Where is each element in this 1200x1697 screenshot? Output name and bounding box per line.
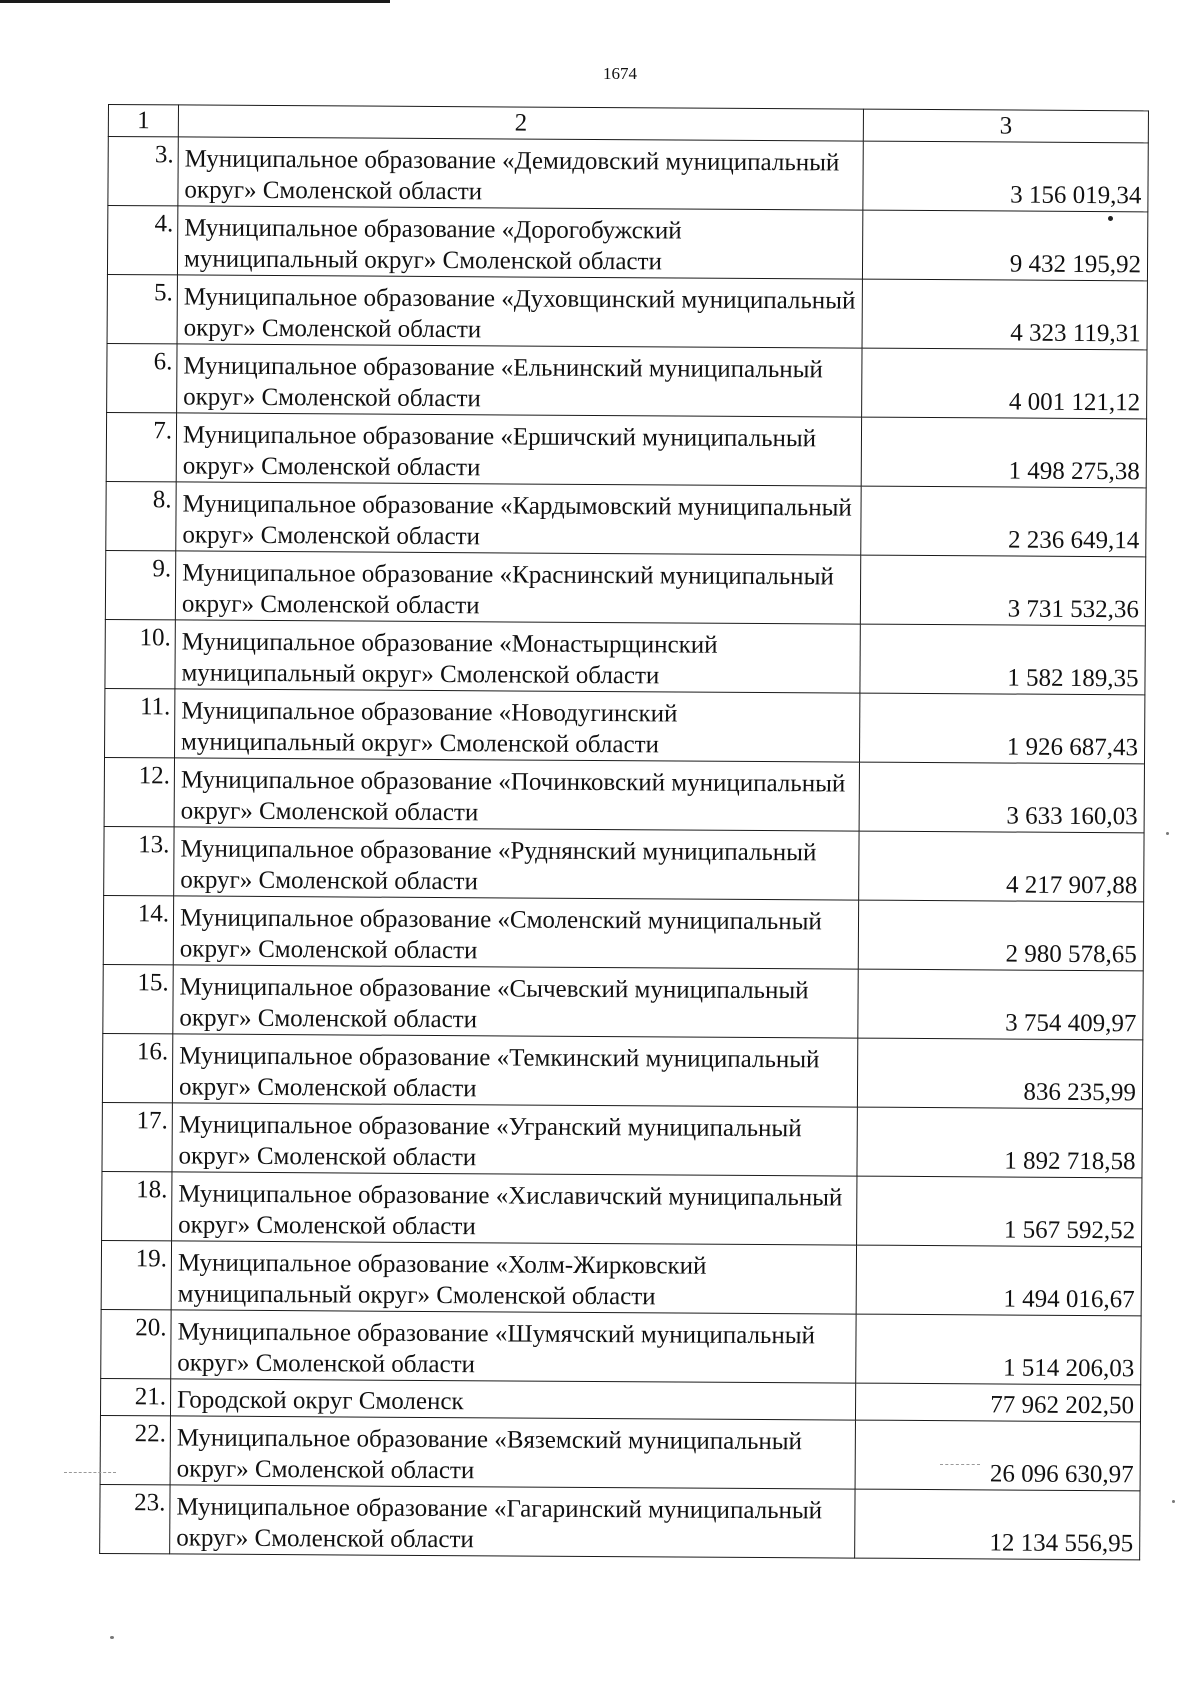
row-number: 11. <box>105 688 175 757</box>
scan-speck <box>1166 832 1169 835</box>
column-header-1: 1 <box>108 105 178 137</box>
municipality-name: Муниципальное образование «Хиславичский муниципальный округ» Смоленской области <box>172 1172 857 1245</box>
table-row <box>104 757 1144 832</box>
scan-speck <box>1108 216 1113 221</box>
municipality-name: Муниципальное образование «Угранский муниципальный округ» Смоленской области <box>172 1103 857 1176</box>
row-number: 23. <box>100 1484 170 1553</box>
page-number: 1674 <box>603 64 637 83</box>
table-row <box>108 137 1148 212</box>
amount-value: 1 582 189,35 <box>860 624 1145 695</box>
municipality-name: Муниципальное образование «Демидовский муниципальный округ» Смоленской области <box>178 137 863 210</box>
amount-value: 3 633 160,03 <box>859 762 1144 833</box>
table-row <box>106 481 1146 556</box>
amount-value: 3 731 532,36 <box>860 555 1145 626</box>
scan-speck <box>110 1636 114 1639</box>
column-header-2: 2 <box>178 105 863 141</box>
table-row <box>103 964 1143 1039</box>
municipality-name: Муниципальное образование «Монастырщинский муниципальный округ» Смоленской области <box>175 620 860 693</box>
allocation-table-container <box>99 104 1148 1560</box>
municipality-name: Муниципальное образование «Ельнинский муниципальный округ» Смоленской области <box>177 344 862 417</box>
table-row <box>100 1484 1140 1559</box>
table-body <box>100 137 1149 1560</box>
allocation-table <box>99 104 1149 1560</box>
municipality-name: Муниципальное образование «Сычевский муниципальный округ» Смоленской области <box>173 965 858 1038</box>
table-row <box>100 1378 1140 1421</box>
row-number: 15. <box>103 964 173 1033</box>
municipality-name: Муниципальное образование «Смоленский муниципальный округ» Смоленской области <box>173 896 858 969</box>
row-number: 20. <box>101 1309 171 1378</box>
municipality-name: Муниципальное образование «Ершичский муниципальный округ» Смоленской области <box>176 413 861 486</box>
amount-value: 4 217 907,88 <box>859 831 1144 902</box>
row-number: 5. <box>107 274 177 343</box>
table-row <box>107 343 1147 418</box>
row-number: 22. <box>100 1415 170 1484</box>
row-number: 17. <box>102 1102 172 1171</box>
table-row <box>100 1415 1140 1490</box>
row-number: 12. <box>104 757 174 826</box>
row-number: 13. <box>104 826 174 895</box>
amount-value: 12 134 556,95 <box>855 1489 1140 1560</box>
scan-dash <box>64 1472 116 1474</box>
amount-value: 4 323 119,31 <box>862 279 1147 350</box>
amount-value: 77 962 202,50 <box>855 1383 1140 1422</box>
top-rule <box>0 0 390 3</box>
amount-value: 1 494 016,67 <box>856 1245 1141 1316</box>
municipality-name: Муниципальное образование «Холм-Жирковский муниципальный округ» Смоленской области <box>171 1241 856 1314</box>
row-number: 21. <box>100 1378 170 1415</box>
municipality-name: Муниципальное образование «Вяземский муниципальный округ» Смоленской области <box>170 1416 855 1489</box>
table-row <box>102 1033 1142 1108</box>
municipality-name: Муниципальное образование «Кардымовский муниципальный округ» Смоленской области <box>176 482 861 555</box>
amount-value: 2 236 649,14 <box>861 486 1146 557</box>
municipality-name: Муниципальное образование «Духовщинский муниципальный округ» Смоленской области <box>177 275 862 348</box>
amount-value: 1 498 275,38 <box>861 417 1146 488</box>
municipality-name: Муниципальное образование «Новодугинский муниципальный округ» Смоленской области <box>175 689 860 762</box>
scan-dash <box>940 1464 980 1466</box>
row-number: 8. <box>106 481 176 550</box>
table-row <box>105 619 1145 694</box>
municipality-name: Муниципальное образование «Шумячский муниципальный округ» Смоленской области <box>171 1310 856 1383</box>
amount-value: 836 235,99 <box>857 1038 1142 1109</box>
amount-value: 1 926 687,43 <box>859 693 1144 764</box>
amount-value: 3 156 019,34 <box>863 141 1148 212</box>
amount-value: 4 001 121,12 <box>862 348 1147 419</box>
municipality-name: Городской округ Смоленск <box>170 1379 855 1420</box>
row-number: 3. <box>108 137 178 206</box>
row-number: 18. <box>102 1171 172 1240</box>
amount-value: 2 980 578,65 <box>858 900 1143 971</box>
row-number: 16. <box>102 1033 172 1102</box>
municipality-name: Муниципальное образование «Руднянский муниципальный округ» Смоленской области <box>174 827 859 900</box>
row-number: 14. <box>103 895 173 964</box>
municipality-name: Муниципальное образование «Темкинский муниципальный округ» Смоленской области <box>172 1034 857 1107</box>
table-row <box>104 826 1144 901</box>
amount-value: 26 096 630,97 <box>855 1420 1140 1491</box>
amount-value: 9 432 195,92 <box>862 210 1147 281</box>
row-number: 7. <box>106 412 176 481</box>
row-number: 10. <box>105 619 175 688</box>
table-row <box>101 1309 1141 1384</box>
table-row <box>103 895 1143 970</box>
municipality-name: Муниципальное образование «Починковский муниципальный округ» Смоленской области <box>174 758 859 831</box>
row-number: 6. <box>107 343 177 412</box>
table-row <box>107 206 1147 281</box>
scan-speck <box>1172 1500 1175 1503</box>
table-row <box>106 412 1146 487</box>
row-number: 9. <box>105 550 175 619</box>
municipality-name: Муниципальное образование «Дорогобужский муниципальный округ» Смоленской области <box>177 206 862 279</box>
municipality-name: Муниципальное образование «Краснинский муниципальный округ» Смоленской области <box>175 551 860 624</box>
row-number: 19. <box>101 1240 171 1309</box>
amount-value: 1 514 206,03 <box>856 1314 1141 1385</box>
table-row <box>105 550 1145 625</box>
amount-value: 1 892 718,58 <box>857 1107 1142 1178</box>
municipality-name: Муниципальное образование «Гагаринский муниципальный округ» Смоленской области <box>170 1485 855 1558</box>
row-number: 4. <box>107 206 177 275</box>
table-row <box>107 274 1147 349</box>
amount-value: 3 754 409,97 <box>858 969 1143 1040</box>
table-row <box>102 1102 1142 1177</box>
table-row <box>105 688 1145 763</box>
table-row <box>101 1240 1141 1315</box>
column-header-3: 3 <box>863 109 1148 143</box>
amount-value: 1 567 592,52 <box>857 1176 1142 1247</box>
table-row <box>102 1171 1142 1246</box>
